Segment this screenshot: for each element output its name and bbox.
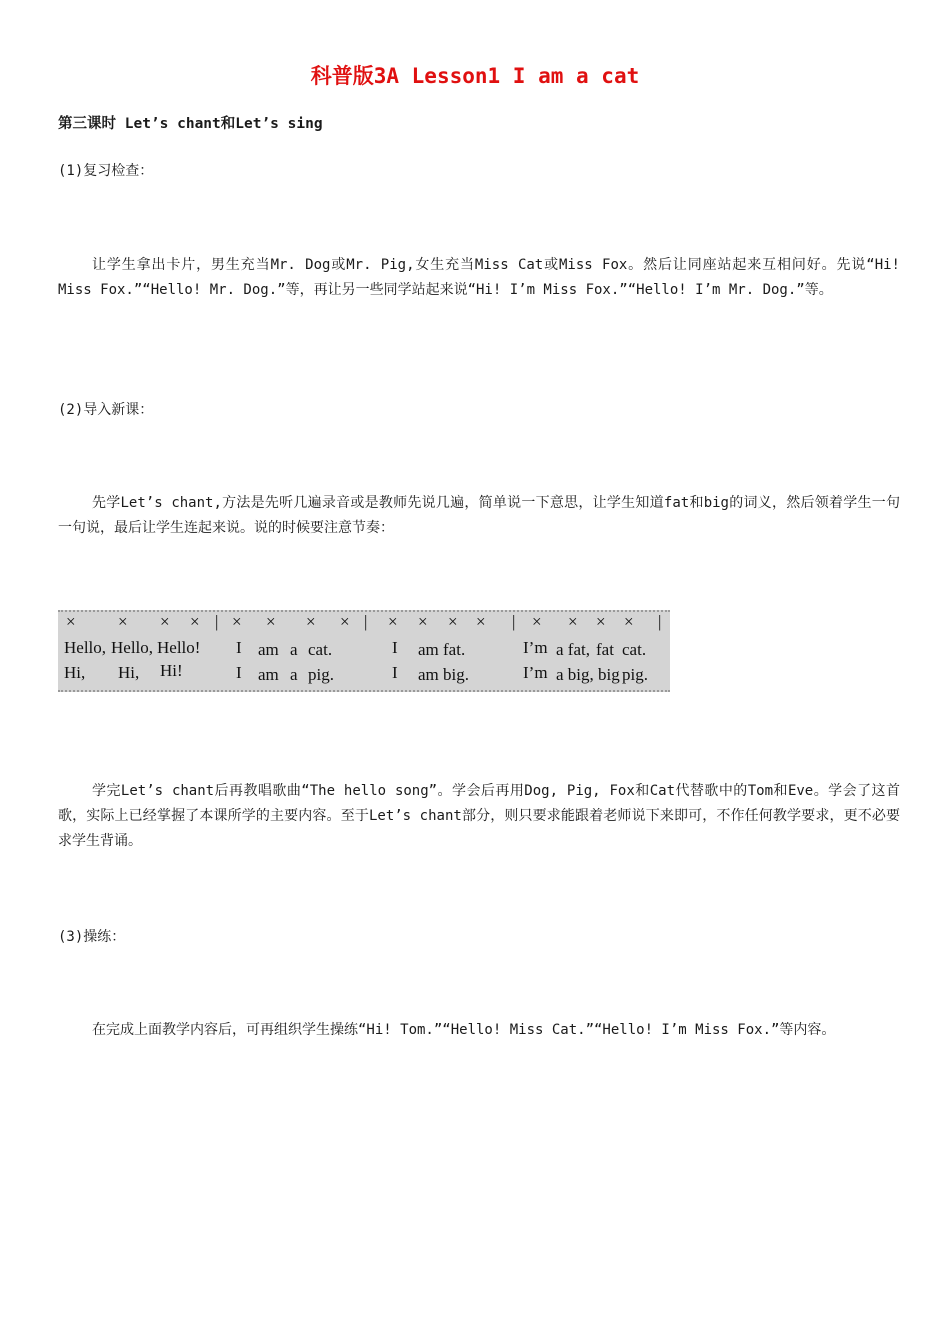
- chant-word: cat.: [622, 640, 647, 659]
- chant-word: Hi!: [160, 661, 183, 680]
- chant-word: Hello!: [157, 638, 201, 657]
- beat-mark: ×: [340, 612, 350, 631]
- beat-mark: ×: [160, 612, 170, 631]
- chant-word: I: [392, 638, 398, 657]
- chant-word: a: [290, 665, 298, 684]
- chant-word: a big,: [556, 665, 594, 684]
- beat-mark: ×: [388, 612, 398, 631]
- chant-word: I: [236, 663, 242, 682]
- chant-word: am fat.: [418, 640, 466, 659]
- paragraph-chant-method: 先学Let’s chant,方法是先听几遍录音或是教师先说几遍，简单说一下意思，让学生知道fat和big的词义，然后领着学生一句一句说，最后让学生连起来说。说的时候要注意节奏：: [58, 495, 900, 536]
- beat-mark: ×: [476, 612, 486, 631]
- chant-word: Hi,: [64, 663, 86, 682]
- chant-word: I’m: [523, 663, 548, 682]
- chant-word: am: [258, 640, 279, 659]
- section-heading-practice: (3)操练：: [58, 929, 126, 945]
- chant-word: Hello,: [64, 638, 107, 657]
- chant-rhythm-box: [58, 610, 670, 692]
- bar-line: |: [364, 612, 368, 631]
- beat-mark: ×: [448, 612, 458, 631]
- beat-mark: ×: [568, 612, 578, 631]
- chant-word: pig.: [622, 665, 648, 684]
- chant-word: cat.: [308, 640, 333, 659]
- beat-mark: ×: [66, 612, 76, 631]
- section-heading-new-lesson: (2)导入新课：: [58, 402, 154, 418]
- chant-word: fat: [596, 640, 614, 659]
- beat-mark: ×: [118, 612, 128, 631]
- chant-word: a: [290, 640, 298, 659]
- chant-word: am big.: [418, 665, 469, 684]
- section-heading-review: (1)复习检查：: [58, 163, 154, 179]
- chant-word: Hi,: [118, 663, 140, 682]
- beat-mark: ×: [532, 612, 542, 631]
- beat-mark: ×: [418, 612, 428, 631]
- chant-word: I’m: [523, 638, 548, 657]
- chant-word: a fat,: [556, 640, 590, 659]
- paragraph-practice: 在完成上面教学内容后，可再组织学生操练“Hi! Tom.”“Hello! Miss Cat.”“Hello! I’m Miss Fox.”等内容。: [92, 1022, 836, 1038]
- bar-line: |: [658, 612, 662, 631]
- beat-mark: ×: [266, 612, 276, 631]
- chant-word: am: [258, 665, 279, 684]
- beat-mark: ×: [190, 612, 200, 631]
- chant-word: I: [392, 663, 398, 682]
- beat-mark: ×: [306, 612, 316, 631]
- lesson-subtitle: 第三课时 Let’s chant和Let’s sing: [58, 116, 323, 132]
- paragraph-song: 学完Let’s chant后再教唱歌曲“The hello song”。学会后再用Dog, Pig, Fox和Cat代替歌中的Tom和Eve。学会了这首歌，实际上已经掌握了本课所学的主要内容。至于Let’s chant部分，则只要求能跟着老师说下来即可，不作任何教学要求，更不必要求学生背诵。: [58, 783, 900, 849]
- chant-word: pig.: [308, 665, 334, 684]
- document-title: 科普版3A Lesson1 I am a cat: [310, 64, 640, 88]
- beat-mark: ×: [232, 612, 242, 631]
- chant-word: I: [236, 638, 242, 657]
- chant-word: big: [598, 665, 620, 684]
- beat-mark: ×: [596, 612, 606, 631]
- paragraph-review: 让学生拿出卡片，男生充当Mr. Dog或Mr. Pig,女生充当Miss Cat或Miss Fox。然后让同座站起来互相问好。先说“Hi! Miss Fox.”“Hello! Mr. Dog.”等，再让另一些同学站起来说“Hi! I’m Miss Fox.”“Hello! I’m Mr. Dog.”等。: [58, 257, 900, 298]
- chant-word: Hello,: [111, 638, 154, 657]
- bar-line: |: [512, 612, 516, 631]
- bar-line: |: [215, 612, 219, 631]
- beat-mark: ×: [624, 612, 634, 631]
